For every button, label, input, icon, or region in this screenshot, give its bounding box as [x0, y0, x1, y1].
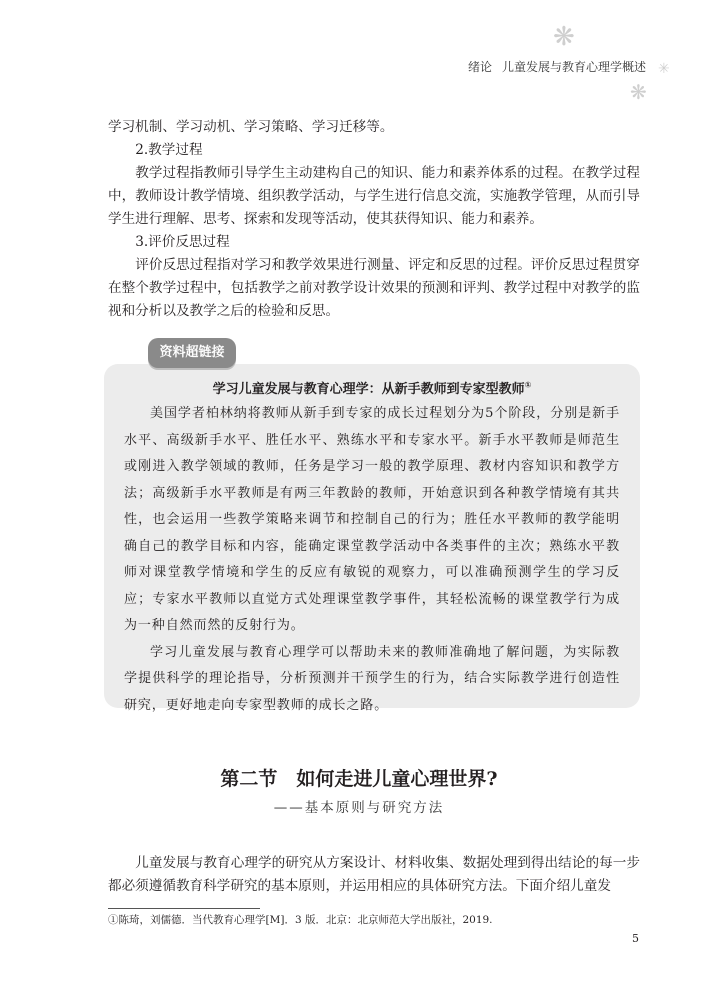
- snowflake-icon: ❋: [553, 22, 575, 52]
- callout-title-text: 学习儿童发展与教育心理学：从新手教师到专家型教师: [212, 382, 525, 397]
- callout-paragraph: 美国学者柏林纳将教师从新手到专家的成长过程划分为5个阶段，分别是新手水平、高级新手水平、胜任水平、熟练水平和专家水平。新手水平教师是师范生或刚进入教学领域的教师，任务是学习一般的教学原理、教材内容知识和教学方法；高级新手水平教师是有两三年教龄的教师，开始意识到各种教学情境有其共性，也会运用一些教学策略来调节和控制自己的行为；胜任水平教师的教学能明确自己的教学目标和内容，能确定课堂教学活动中各类事件的主次；熟练水平教师对课堂教学情境和学生的反应有敏锐的观察力，可以准确预测学生的学习反应；专家水平教师以直觉方式处理课堂教学事件，其轻松流畅的课堂教学行为成为一种自然而然的反射行为。: [124, 406, 620, 633]
- header-chapter: 绪论: [467, 60, 492, 74]
- section-title: 第二节 如何走进儿童心理世界?: [220, 768, 498, 790]
- footnote-divider: [108, 908, 260, 909]
- item-heading: 3.评价反思过程: [135, 234, 230, 250]
- snowflake-icon: ❋: [630, 80, 647, 104]
- running-header: [468, 58, 646, 75]
- section-subtitle: ——基本原则与研究方法: [273, 800, 445, 816]
- callout-tab-label: 资料超链接: [148, 338, 236, 368]
- paragraph: 学习机制、学习动机、学习策略、学习迁移等。: [108, 119, 394, 135]
- page-number: 5: [632, 932, 639, 945]
- snowflake-icon: ✳: [658, 61, 670, 77]
- header-title: 儿童发展与教育心理学概述: [501, 60, 646, 74]
- paragraph: 评价反思过程指对学习和教学效果进行测量、评定和反思的过程。评价反思过程贯穿在整个教学过程中，包括教学之前对教学设计效果的预测和评判、教学过程中对教学的监视和分析以及教学之后的检验和反思。: [108, 257, 640, 319]
- callout-paragraph: 学习儿童发展与教育心理学可以帮助未来的教师准确地了解问题，为实际教学提供科学的理论指导，分析预测并干预学生的行为，结合实际教学进行创造性研究，更好地走向专家型教师的成长之路。: [124, 644, 620, 713]
- item-heading: 2.教学过程: [135, 142, 203, 158]
- footnote-mark[interactable]: ①: [524, 380, 532, 390]
- paragraph: 儿童发展与教育心理学的研究从方案设计、材料收集、数据处理到得出结论的每一步都必须遵循教育科学研究的基本原则，并运用相应的具体研究方法。下面介绍儿童发: [108, 855, 640, 894]
- body-text-block: [108, 852, 640, 898]
- callout-title: [124, 378, 620, 397]
- footnote: ①陈琦，刘儒德．当代教育心理学[M]．3 版．北京：北京师范大学出版社，2019.: [108, 914, 493, 926]
- resource-callout-box: [104, 364, 640, 713]
- body-text-block: [108, 116, 640, 323]
- paragraph: 教学过程指教师引导学生主动建构自己的知识、能力和素养体系的过程。在教学过程中，教师设计教学情境、组织教学活动，与学生进行信息交流，实施教学管理，从而引导学生进行理解、思考、探索和发现等活动，使其获得知识、能力和素养。: [108, 165, 640, 227]
